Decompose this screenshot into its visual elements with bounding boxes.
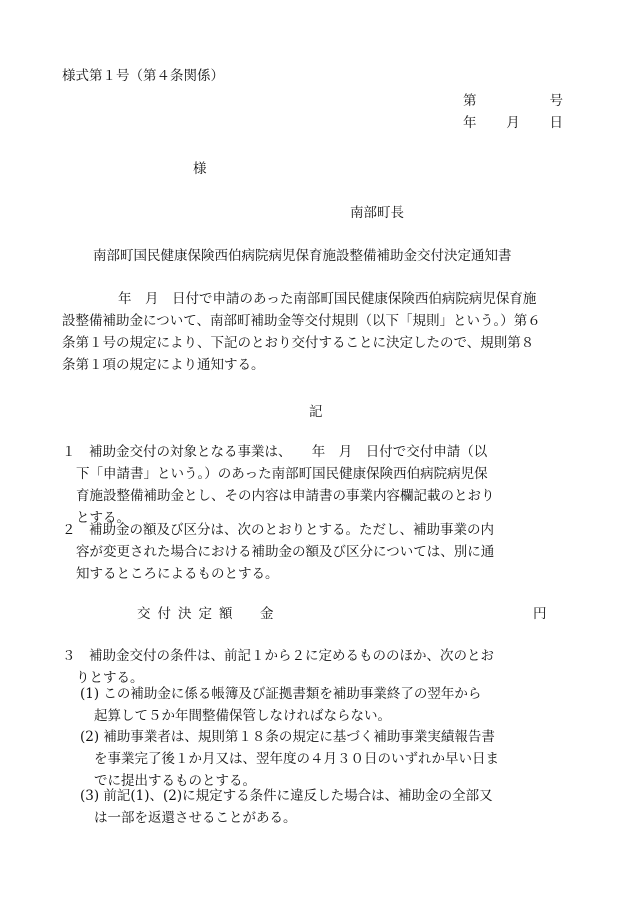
date-year: 年 <box>463 115 477 131</box>
document-number <box>463 89 563 109</box>
condition-3 <box>80 785 493 829</box>
grant-amount-unit: 円 <box>533 606 547 622</box>
intro-paragraph <box>62 288 568 376</box>
condition-line: でに提出するものとする。 <box>94 773 256 789</box>
intro-line: 条第１号の規定により、下記のとおり交付することに決定したので、規則第８ <box>62 335 535 351</box>
condition-line: (3) 前記(1)、(2)に規定する条件に違反した場合は、補助金の全部又 <box>80 788 493 804</box>
date-month: 月 <box>506 115 520 131</box>
condition-line: 起算して５か年間整備保管しなければならない。 <box>94 708 391 724</box>
item-line: 下「申請書」という。）のあった南部町国民健康保険西伯病院病児保 <box>76 466 488 482</box>
issuer: 南部町長 <box>350 205 404 221</box>
item-line: とする。 <box>76 510 130 526</box>
condition-line: は一部を返還させることがある。 <box>94 810 297 826</box>
number-prefix: 第 <box>463 93 477 109</box>
condition-line: (1) この補助金に係る帳簿及び証拠書類を補助事業終了の翌年から <box>80 686 482 702</box>
grant-amount-label: 交付決定額 金 <box>137 606 281 622</box>
item-line: １ 補助金交付の対象となる事業は、 年 月 日付で交付申請（以 <box>62 444 488 460</box>
condition-line: を事業完了後１か月又は、翌年度の４月３０日のいずれか早い日ま <box>94 751 499 767</box>
item-2 <box>62 519 494 585</box>
item-line: ３ 補助金交付の条件は、前記１から２に定めるもののほか、次のとお <box>62 648 494 664</box>
condition-2 <box>80 726 499 792</box>
item-1 <box>62 441 495 529</box>
form-id: 様式第１号（第４条関係） <box>62 68 224 84</box>
date-day: 日 <box>549 115 563 131</box>
document-date <box>463 111 563 131</box>
addressee: 様 <box>193 161 207 177</box>
condition-line: (2) 補助事業者は、規則第１８条の規定に基づく補助事業実績報告書 <box>80 729 495 745</box>
intro-line: 設整備補助金について、南部町補助金等交付規則（以下「規則」という。）第６ <box>62 313 541 329</box>
item-line: りとする。 <box>76 670 144 686</box>
number-suffix: 号 <box>549 93 563 109</box>
ki-heading: 記 <box>309 404 323 420</box>
condition-1 <box>80 683 481 727</box>
item-line: 育施設整備補助金とし、その内容は申請書の事業内容欄記載のとおり <box>76 488 495 504</box>
item-line: 容が変更された場合における補助金の額及び区分については、別に通 <box>76 544 495 560</box>
item-line: 知するところによるものとする。 <box>76 566 279 582</box>
intro-line: 条第１項の規定により通知する。 <box>62 357 265 373</box>
item-line: ２ 補助金の額及び区分は、次のとおりとする。ただし、補助事業の内 <box>62 522 494 538</box>
document-title: 南部町国民健康保険西伯病院病児保育施設整備補助金交付決定通知書 <box>93 248 512 264</box>
intro-line: 年 月 日付で申請のあった南部町国民健康保険西伯病院病児保育施 <box>118 291 537 307</box>
